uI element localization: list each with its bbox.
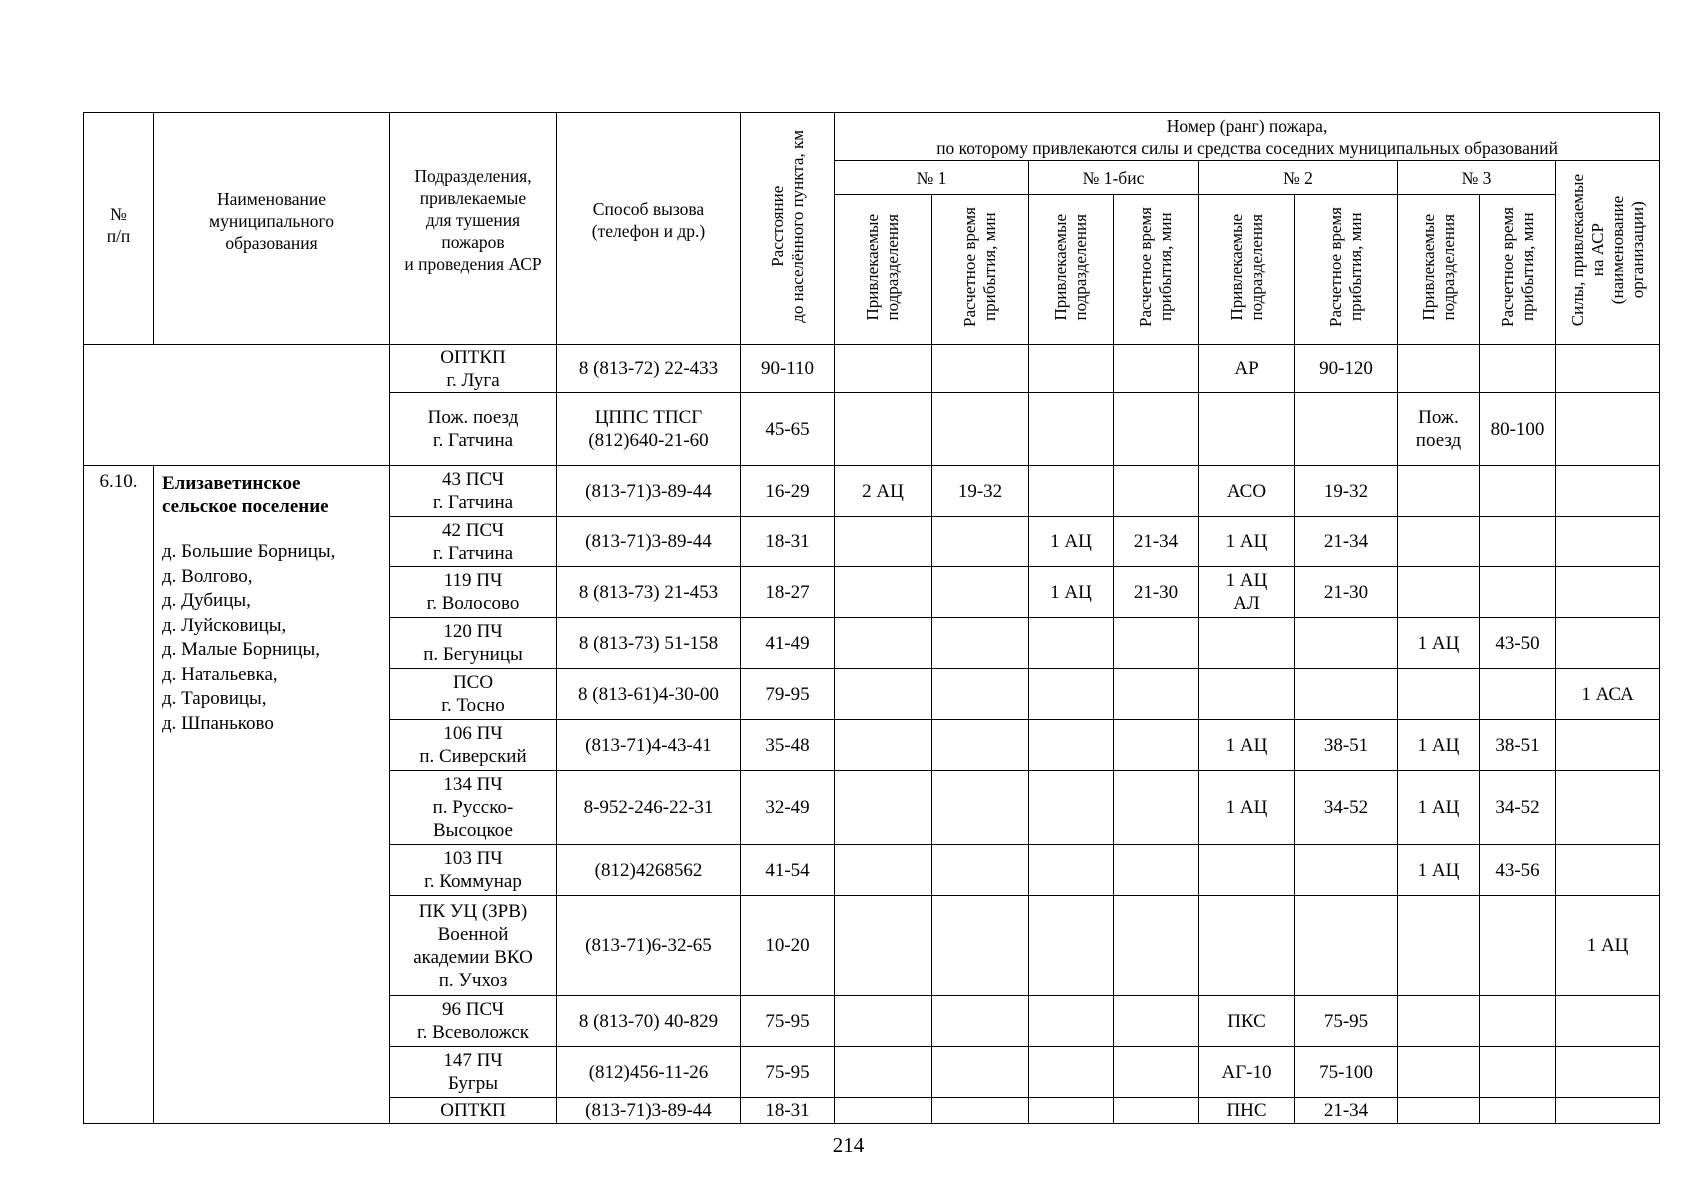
unit-cell: Пож. поезд г. Гатчина [390,393,557,466]
municipality-cell [154,466,390,1124]
value-cell: АГ-10 [1199,1047,1295,1098]
value-cell: 19-32 [932,466,1029,517]
value-cell [1114,466,1199,517]
value-cell: 1 АЦ [1029,567,1114,618]
value-cell [932,845,1029,896]
value-cell [932,669,1029,720]
value-cell [1029,669,1114,720]
header-rank1bis-time: Расчетное время прибытия, мин [1114,195,1199,345]
value-cell [1556,845,1660,896]
value-cell [1114,669,1199,720]
call-cell: (813-71)6-32-65 [557,896,741,996]
value-cell [1199,393,1295,466]
value-cell [1029,466,1114,517]
call-cell: ЦППС ТПСГ (812)640-21-60 [557,393,741,466]
header-rank-1bis: № 1-бис [1029,161,1199,195]
distance-cell: 45-65 [741,393,835,466]
value-cell [1114,720,1199,771]
value-cell [1398,345,1480,393]
distance-cell: 75-95 [741,996,835,1047]
unit-cell: 106 ПЧ п. Сиверский [390,720,557,771]
value-cell [1556,1098,1660,1124]
value-cell [932,345,1029,393]
value-cell [1398,466,1480,517]
value-cell [1295,618,1398,669]
value-cell [1029,1098,1114,1124]
value-cell [1480,466,1556,517]
value-cell [835,669,932,720]
value-cell: 21-30 [1114,567,1199,618]
value-cell: 80-100 [1480,393,1556,466]
call-cell: 8 (813-61)4-30-00 [557,669,741,720]
value-cell [1556,618,1660,669]
value-cell: 21-34 [1295,1098,1398,1124]
value-cell [1398,1047,1480,1098]
value-cell [1114,896,1199,996]
value-cell [932,1098,1029,1124]
value-cell: 1 АЦ [1398,845,1480,896]
header-rank2-units: Привлекаемые подразделения [1199,195,1295,345]
value-cell [1114,345,1199,393]
document-sheet [83,112,1660,1124]
header-asr-forces: Силы, привлекаемые на АСР (наименование организации) [1556,161,1660,345]
table-row [84,345,1660,393]
header-rank-title: Номер (ранг) пожара, по которому привлекаются силы и средства соседних муниципальных образований [835,113,1660,161]
header-rank2-time: Расчетное время прибытия, мин [1295,195,1398,345]
header-rank1-units: Привлекаемые подразделения [835,195,932,345]
value-cell [1480,345,1556,393]
table-header [84,113,1660,345]
call-cell: 8-952-246-22-31 [557,771,741,845]
value-cell [1114,1047,1199,1098]
value-cell [1480,669,1556,720]
call-cell: (813-71)3-89-44 [557,517,741,567]
header-municipality: Наименование муниципального образования [154,113,390,345]
unit-cell: 42 ПСЧ г. Гатчина [390,517,557,567]
value-cell [1295,669,1398,720]
page-number: 214 [832,1133,865,1157]
distance-cell: 16-29 [741,466,835,517]
unit-cell: ПСО г. Тосно [390,669,557,720]
value-cell [1295,896,1398,996]
value-cell [1199,845,1295,896]
value-cell [932,618,1029,669]
unit-cell: 147 ПЧ Бугры [390,1047,557,1098]
value-cell: 19-32 [1295,466,1398,517]
value-cell [835,345,932,393]
value-cell [1556,466,1660,517]
villages-list: д. Большие Борницы, д. Волгово, д. Дубицы, д. Луйсковицы, д. Малые Борницы, д. Натальевка, д. Таровицы, д. Шпаньково [162,541,336,734]
value-cell [1029,618,1114,669]
call-cell: (812)4268562 [557,845,741,896]
value-cell: 90-120 [1295,345,1398,393]
value-cell [835,567,932,618]
unit-cell: 96 ПСЧ г. Всеволожск [390,996,557,1047]
call-cell: 8 (813-73) 51-158 [557,618,741,669]
value-cell: 75-100 [1295,1047,1398,1098]
value-cell: 43-50 [1480,618,1556,669]
value-cell [1556,720,1660,771]
value-cell: 1 АЦ [1398,618,1480,669]
header-rank3-time: Расчетное время прибытия, мин [1480,195,1556,345]
value-cell: 38-51 [1480,720,1556,771]
call-cell: 8 (813-72) 22-433 [557,345,741,393]
value-cell [1556,1047,1660,1098]
value-cell: 43-56 [1480,845,1556,896]
value-cell [1199,618,1295,669]
table-row [84,466,1660,517]
call-cell: (813-71)3-89-44 [557,466,741,517]
value-cell [835,896,932,996]
section-number: 6.10. [84,466,154,1124]
fire-forces-table [83,112,1660,1124]
value-cell: Пож. поезд [1398,393,1480,466]
value-cell [1398,567,1480,618]
value-cell: ПНС [1199,1098,1295,1124]
distance-cell: 79-95 [741,669,835,720]
value-cell [1114,393,1199,466]
value-cell: АР [1199,345,1295,393]
call-cell: (813-71)3-89-44 [557,1098,741,1124]
header-units: Подразделения, привлекаемые для тушения пожаров и проведения АСР [390,113,557,345]
value-cell: 38-51 [1295,720,1398,771]
header-rank-2: № 2 [1199,161,1398,195]
unit-cell: 134 ПЧ п. Русско- Высоцкое [390,771,557,845]
value-cell [1199,669,1295,720]
value-cell [835,720,932,771]
value-cell [1556,393,1660,466]
value-cell: ПКС [1199,996,1295,1047]
municipality-title: Елизаветинское сельское поселение [162,473,329,517]
distance-cell: 18-31 [741,1098,835,1124]
value-cell [1295,845,1398,896]
unit-cell: ОПТКП [390,1098,557,1124]
value-cell [835,1098,932,1124]
value-cell [932,771,1029,845]
value-cell [1556,345,1660,393]
value-cell: 21-30 [1295,567,1398,618]
value-cell [932,996,1029,1047]
header-rank3-units: Привлекаемые подразделения [1398,195,1480,345]
call-cell: 8 (813-73) 21-453 [557,567,741,618]
value-cell [1029,896,1114,996]
value-cell: 34-52 [1295,771,1398,845]
value-cell [1199,896,1295,996]
value-cell: 75-95 [1295,996,1398,1047]
header-rank-3: № 3 [1398,161,1556,195]
value-cell [1398,1098,1480,1124]
header-rank1bis-units: Привлекаемые подразделения [1029,195,1114,345]
header-number: № п/п [84,113,154,345]
header-rank1-time: Расчетное время прибытия, мин [932,195,1029,345]
value-cell [1398,996,1480,1047]
value-cell [835,393,932,466]
distance-cell: 32-49 [741,771,835,845]
value-cell [835,517,932,567]
value-cell: 1 АЦ АЛ [1199,567,1295,618]
value-cell [1114,1098,1199,1124]
value-cell [1029,393,1114,466]
value-cell: 2 АЦ [835,466,932,517]
value-cell: 34-52 [1480,771,1556,845]
unit-cell: 119 ПЧ г. Волосово [390,567,557,618]
value-cell [835,771,932,845]
value-cell [932,896,1029,996]
value-cell [1556,567,1660,618]
value-cell [835,618,932,669]
distance-cell: 75-95 [741,1047,835,1098]
value-cell [1029,996,1114,1047]
value-cell [1398,517,1480,567]
value-cell [1029,720,1114,771]
value-cell [1556,517,1660,567]
value-cell [1556,996,1660,1047]
value-cell: 1 АСА [1556,669,1660,720]
value-cell [1029,345,1114,393]
value-cell [1480,996,1556,1047]
distance-cell: 18-31 [741,517,835,567]
value-cell [1029,1047,1114,1098]
value-cell [932,567,1029,618]
value-cell [1556,771,1660,845]
value-cell: 21-34 [1295,517,1398,567]
value-cell: 1 АЦ [1398,771,1480,845]
value-cell [1398,669,1480,720]
value-cell [932,393,1029,466]
value-cell: 21-34 [1114,517,1199,567]
unit-cell: 43 ПСЧ г. Гатчина [390,466,557,517]
value-cell [1029,771,1114,845]
header-call-method: Способ вызова (телефон и др.) [557,113,741,345]
value-cell [1114,618,1199,669]
value-cell [932,1047,1029,1098]
value-cell [1480,517,1556,567]
unit-cell: 103 ПЧ г. Коммунар [390,845,557,896]
value-cell: 1 АЦ [1199,517,1295,567]
value-cell [932,720,1029,771]
value-cell [835,1047,932,1098]
value-cell [1114,996,1199,1047]
value-cell [835,996,932,1047]
value-cell [1114,771,1199,845]
value-cell: 1 АЦ [1556,896,1660,996]
distance-cell: 41-49 [741,618,835,669]
distance-cell: 10-20 [741,896,835,996]
value-cell [1295,393,1398,466]
continued-empty-cell [84,345,390,466]
value-cell [1480,567,1556,618]
distance-cell: 90-110 [741,345,835,393]
value-cell [1029,845,1114,896]
value-cell: 1 АЦ [1029,517,1114,567]
value-cell: АСО [1199,466,1295,517]
value-cell: 1 АЦ [1398,720,1480,771]
value-cell [1114,845,1199,896]
table-body [84,345,1660,1124]
value-cell [835,845,932,896]
value-cell: 1 АЦ [1199,720,1295,771]
distance-cell: 35-48 [741,720,835,771]
unit-cell: ПК УЦ (ЗРВ) Военной академии ВКО п. Учхоз [390,896,557,996]
value-cell [1480,896,1556,996]
value-cell: 1 АЦ [1199,771,1295,845]
unit-cell: 120 ПЧ п. Бегуницы [390,618,557,669]
header-rank-1: № 1 [835,161,1029,195]
value-cell [1398,896,1480,996]
distance-cell: 41-54 [741,845,835,896]
value-cell [932,517,1029,567]
value-cell [1480,1047,1556,1098]
call-cell: 8 (813-70) 40-829 [557,996,741,1047]
call-cell: (813-71)4-43-41 [557,720,741,771]
value-cell [1480,1098,1556,1124]
unit-cell: ОПТКП г. Луга [390,345,557,393]
distance-cell: 18-27 [741,567,835,618]
header-distance: Расстояние до населённого пункта, км [741,113,835,345]
call-cell: (812)456-11-26 [557,1047,741,1098]
